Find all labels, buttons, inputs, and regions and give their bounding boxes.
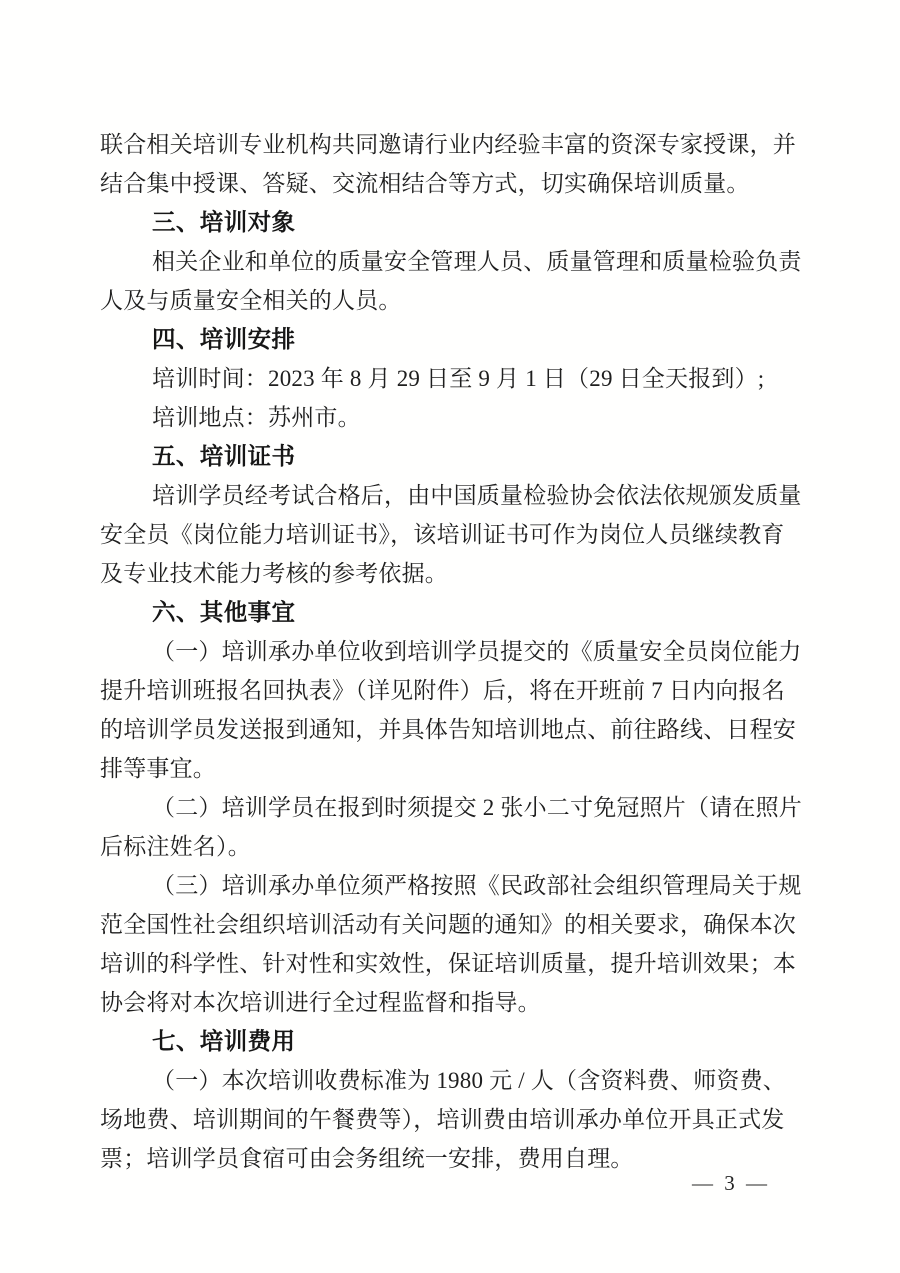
section-heading: 三、培训对象 bbox=[152, 209, 296, 235]
text-line: 后标注姓名）。 bbox=[100, 834, 251, 859]
text-line: 范全国性社会组织培训活动有关问题的通知》的相关要求，确保本次 bbox=[100, 912, 796, 937]
text-line: 排等事宜。 bbox=[100, 756, 216, 781]
document-lines bbox=[100, 125, 802, 1178]
text-line: 培训地点：苏州市。 bbox=[152, 405, 361, 430]
text-line: 安全员《岗位能力培训证书》，该培训证书可作为岗位人员继续教育 bbox=[100, 522, 785, 547]
text-line: （一）培训承办单位收到培训学员提交的《质量安全员岗位能力 bbox=[152, 639, 802, 664]
section-heading: 五、培训证书 bbox=[152, 443, 296, 469]
text-line: 相关企业和单位的质量安全管理人员、质量管理和质量检验负责 bbox=[152, 249, 802, 274]
text-line: 培训时间：2023 年 8 月 29 日至 9 月 1 日（29 日全天报到）; bbox=[152, 366, 765, 391]
text-line: 培训学员经考试合格后，由中国质量检验协会依法依规颁发质量 bbox=[152, 483, 802, 508]
section-heading: 六、其他事宜 bbox=[152, 599, 296, 625]
text-line: 联合相关培训专业机构共同邀请行业内经验丰富的资深专家授课，并 bbox=[100, 132, 796, 157]
text-line: 协会将对本次培训进行全过程监督和指导。 bbox=[100, 990, 541, 1015]
text-line: 场地费、培训期间的午餐费等），培训费由培训承办单位开具正式发 bbox=[100, 1107, 785, 1132]
text-line: 人及与质量安全相关的人员。 bbox=[100, 288, 402, 313]
text-line: 培训的科学性、针对性和实效性，保证培训质量，提升培训效果；本 bbox=[100, 951, 796, 976]
text-line: 及专业技术能力考核的参考依据。 bbox=[100, 561, 448, 586]
text-line: 的培训学员发送报到通知，并具体告知培训地点、前往路线、日程安 bbox=[100, 717, 796, 742]
page-number: — 3 — bbox=[692, 1171, 770, 1195]
text-line: 票；培训学员食宿可由会务组统一安排，费用自理。 bbox=[100, 1146, 634, 1171]
section-heading: 七、培训费用 bbox=[152, 1028, 296, 1054]
text-line: 结合集中授课、答疑、交流相结合等方式，切实确保培训质量。 bbox=[100, 171, 750, 196]
section-heading: 四、培训安排 bbox=[152, 326, 296, 352]
text-line: 提升培训班报名回执表》（详见附件）后，将在开班前 7 日内向报名 bbox=[100, 678, 785, 703]
text-line: （三）培训承办单位须严格按照《民政部社会组织管理局关于规 bbox=[152, 873, 802, 898]
text-line: （二）培训学员在报到时须提交 2 张小二寸免冠照片（请在照片 bbox=[152, 795, 802, 820]
text-line: （一）本次培训收费标准为 1980 元 / 人（含资料费、师资费、 bbox=[152, 1068, 786, 1093]
